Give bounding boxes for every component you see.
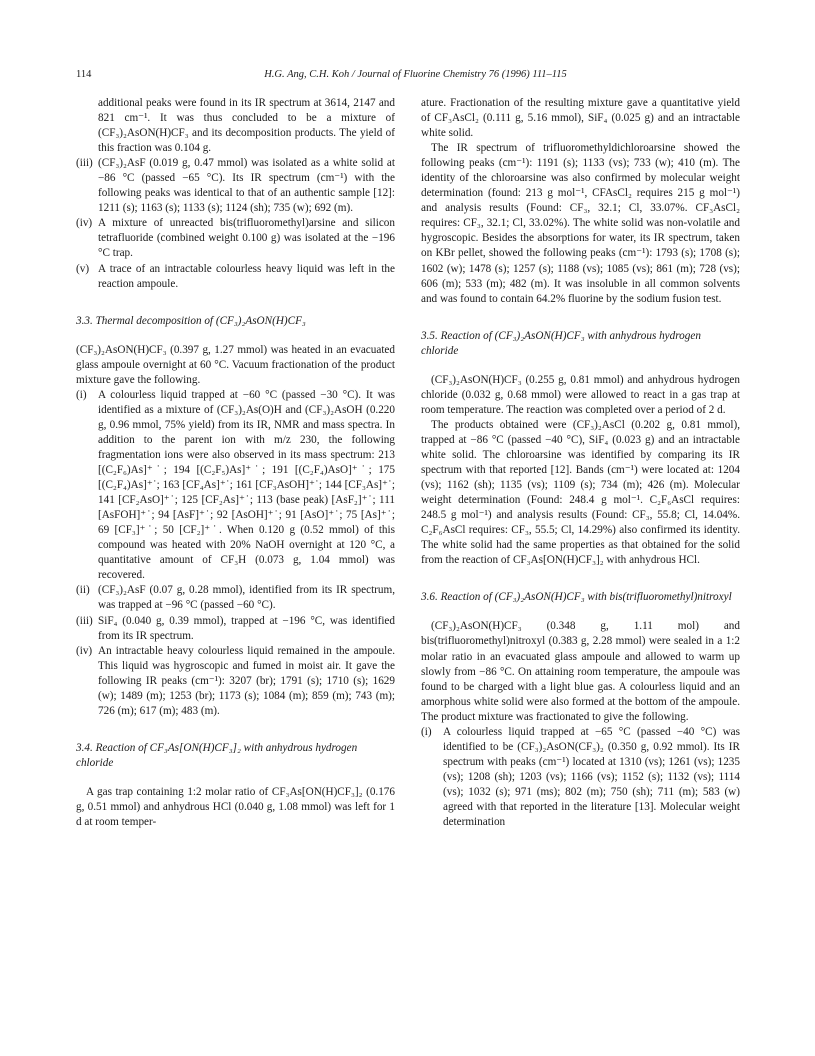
list-item [76, 388, 395, 584]
list-item [76, 644, 395, 719]
list-item-number: (ii) [76, 584, 90, 597]
list-item-text: (CF₃)₂AsF (0.019 g, 0.47 mmol) was isolated as a white solid at −86 °C (passed −65 °C). Its IR spectrum (cm⁻¹) with the following peaks was identical to that of an authentic sample [12]: 1211 (s); 1163 (s); 1133 (s); 1124 (sh); 735 (w); 692 (m). [98, 157, 395, 215]
paragraph: (CF₃)₂AsON(H)CF₃ (0.255 g, 0.81 mmol) and anhydrous hydrogen chloride (0.032 g, 0.68 mmol) were allowed to react in a gas trap at room temperature. The reaction was completed over a period of 2 d. [421, 373, 740, 416]
list-item-text: A trace of an intractable colourless heavy liquid was left in the reaction ampoule. [98, 262, 395, 290]
right-column [421, 96, 740, 830]
section-heading: 3.3. Thermal decomposition of (CF₃)₂AsON(H)CF₃ [76, 314, 306, 327]
list-item [421, 725, 740, 830]
list-item-text: A colourless liquid trapped at −65 °C (passed −40 °C) was identified to be (CF₃)₂AsON(CF₃)₂ (0.350 g, 0.92 mmol). Its IR spectrum with peaks (cm⁻¹) located at 1310 (vs); 1261 (vs); 1235 (vs); 1208 (sh); 1203 (vs); 1166 (vs); 1152 (s); 1132 (vs); 1114 (vs); 1032 (s); 971 (ms); 802 (m); 750 (sh); 711 (m); 583 (w) agreed with that reported in the literature [13]. Molecular weight determination [443, 725, 740, 829]
list-item-number: (iii) [76, 157, 93, 170]
list-item [76, 156, 395, 216]
list-item-number: (iv) [76, 217, 93, 230]
paragraph: The IR spectrum of trifluoromethyldichloroarsine showed the following peaks (cm⁻¹): 1191 (s); 1133 (vs); 733 (w); 410 (m). The identity of the chloroarsine was also confirmed by molecular weight determination (found: 213 g mol⁻¹, CFAsCl₂ requires 215 g mol⁻¹) and analysis results (Found: CF₃, 32.1; Cl, 33.07%. CF₃AsCl₂ requires: CF₃, 32.1; Cl, 33.02%). The white solid was non-volatile and hygroscopic. Besides the absorptions for water, its IR spectrum, taken on KBr pellet, showed the following peaks (cm⁻¹): 1793 (s); 1708 (s); 1602 (w); 1478 (s); 1257 (s); 1188 (vs); 1085 (vs); 861 (m); 728 (vs); 606 (m); 533 (m); 482 (m). It was insoluble in all common solvents and was found to contain 64.2% fluorine by the sodium fusion test. [421, 142, 740, 305]
paragraph: (CF₃)₂AsON(H)CF₃ (0.348 g, 1.11 mol) and bis(trifluoromethyl)nitroxyl (0.383 g, 2.28 mmol) were sealed in a 1:2 molar ratio in an evacuated glass ampoule and allowed to warm up slowly from −86 °C. On attaining room temperature, the ampoule was found to be charged with a light blue gas. A colourless liquid and an amorphous white solid were also formed at the bottom of the ampoule. The product mixture was fractionated to give the following. [421, 620, 740, 723]
page-number: 114 [76, 69, 92, 80]
list-item-text: An intractable heavy colourless liquid remained in the ampoule. This liquid was hygroscopic and fumed in moist air. It gave the following IR peaks (cm⁻¹): 3207 (br); 1791 (s); 1710 (s); 1629 (w); 1489 (m); 1253 (br); 1173 (s); 1084 (m); 859 (m); 743 (m); 726 (m); 617 (m); 483 (m). [98, 644, 395, 717]
paragraph: The products obtained were (CF₃)₂AsCl (0.202 g, 0.81 mmol), trapped at −86 °C (passed −40 °C), SiF₄ (0.023 g) and an intractable white solid. The chloroarsine was identified by comparing its IR spectrum with that reported [12]. Bands (cm⁻¹) were located at: 1204 (vs); 1162 (sh); 1135 (vs); 1109 (s); 734 (m); 426 (m). Molecular weight determination (Found: 248.4 g mol⁻¹. C₂F₆AsCl requires: 248.5 g mol⁻¹) and analysis results (Found: CF₃, 55.8; Cl, 14.04%. C₂F₆AsCl requires: CF₃, 55.5; Cl, 14.29%) also confirmed its identity. The white solid had the same properties as that obtained for the solid from the reaction of CF₃As[ON(H)CF₃]₂ with anhydrous HCl. [421, 418, 740, 567]
page-header [76, 69, 755, 83]
section-heading: 3.5. Reaction of (CF₃)₂AsON(H)CF₃ with anhydrous hydrogen chloride [421, 329, 701, 357]
list-item [76, 583, 395, 613]
list-item-number: (iii) [76, 614, 93, 627]
list-item-text: A mixture of unreacted bis(trifluoromethyl)arsine and silicon tetrafluoride (combined weight 0.100 g) was isolated at the −196 °C trap. [98, 217, 395, 260]
paragraph: (CF₃)₂AsON(H)CF₃ (0.397 g, 1.27 mmol) was heated in an evacuated glass ampoule overnight at 60 °C. Vacuum fractionation of the product mixture gave the following. [76, 343, 395, 386]
section-heading: 3.4. Reaction of CF₃As[ON(H)CF₃]₂ with anhydrous hydrogen chloride [76, 741, 358, 769]
list-item-text: additional peaks were found in its IR spectrum at 3614, 2147 and 821 cm⁻¹. It was thus concluded to be a mixture of (CF₃)₂AsON(H)CF₃ and its decomposition products. The yield of this fraction was 0.104 g. [98, 97, 395, 155]
list-item-number: (iv) [76, 644, 93, 657]
list-item-text: (CF₃)₂AsF (0.07 g, 0.28 mmol), identified from its IR spectrum, was trapped at −96 °C (passed −60 °C). [98, 584, 395, 612]
list-item-number: (i) [76, 388, 87, 401]
list-item [76, 262, 395, 292]
list-item [76, 96, 395, 156]
paragraph: ature. Fractionation of the resulting mixture gave a quantitative yield of CF₃AsCl₂ (0.111 g, 5.16 mmol), SiF₄ (0.025 g) and an intractable white solid. [421, 97, 740, 140]
list-item-number: (i) [421, 725, 432, 738]
list-item-number: (v) [76, 262, 90, 275]
list-item [76, 216, 395, 261]
list-item [76, 614, 395, 644]
running-head: H.G. Ang, C.H. Koh / Journal of Fluorine Chemistry 76 (1996) 111–115 [264, 69, 567, 80]
paragraph: A gas trap containing 1:2 molar ratio of CF₃As[ON(H)CF₃]₂ (0.176 g, 0.51 mmol) and anhydrous HCl (0.040 g, 1.08 mmol) was left for 1 d at room temper- [76, 785, 395, 829]
list-item-text: SiF₄ (0.040 g, 0.39 mmol), trapped at −196 °C, was identified from its IR spectrum. [98, 614, 395, 642]
list-item-text: A colourless liquid trapped at −60 °C (passed −30 °C). It was identified as a mixture of (CF₃)₂As(O)H and (CF₃)₂AsOH (0.220 g, 0.96 mmol, 75% yield) from its IR, NMR and mass spectra. In addition to the parent ion with m/z 230, the following fragmentation ions were also observed in its mass spectrum: 213 [(C₂F₆)As]⁺˙; 194 [(C₂F₅)As]⁺˙; 191 [(C₂F₄)AsO]⁺˙; 175 [(C₂F₄)As]⁺˙; 163 [CF₄As]⁺˙; 161 [CF₃AsOH]⁺˙; 144 [CF₃As]⁺˙; 141 [CF₂AsO]⁺˙; 125 [CF₂As]⁺˙; 113 (base peak) [AsF₂]⁺˙; 111 [AsFOH]⁺˙; 94 [AsF]⁺˙; 92 [AsOH]⁺˙; 91 [AsO]⁺˙; 75 [As]⁺˙; 69 [CF₃]⁺˙; 50 [CF₂]⁺˙. When 0.120 g (0.52 mmol) of this compound was heated with 20% NaOH overnight at 120 °C, a quantitative amount of CF₃H (0.073 g, 1.04 mmol) was recovered. [98, 388, 395, 582]
left-column [76, 96, 395, 830]
section-heading: 3.6. Reaction of (CF₃)₂AsON(H)CF₃ with bis(trifluoromethyl)nitroxyl [421, 591, 732, 604]
